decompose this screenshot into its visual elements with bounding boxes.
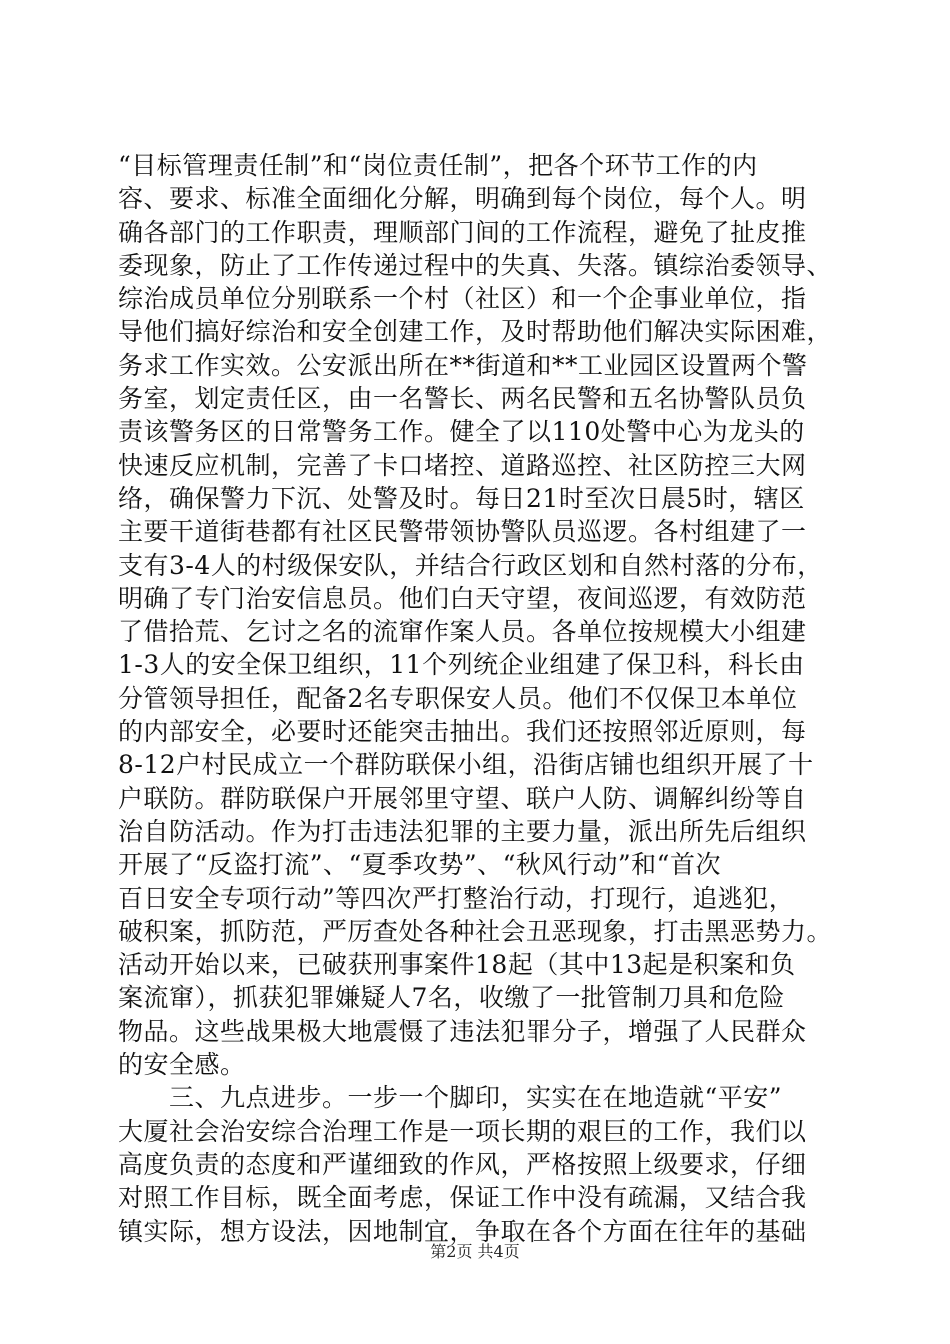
text-line: 责该警务区的日常警务工作。健全了以110处警中心为龙头的 xyxy=(118,417,805,447)
text-line: 户联防。群防联保户开展邻里守望、联户人防、调解纠纷等自 xyxy=(118,783,807,813)
text-line: 委现象，防止了工作传递过程中的失真、失落。镇综治委领导、 xyxy=(118,250,833,280)
text-line: 百日安全专项行动”等四次严打整治行动，打现行，追逃犯， xyxy=(118,883,795,913)
text-line: 镇实际，想方设法，因地制宜，争取在各个方面在往年的基础 xyxy=(118,1216,807,1246)
text-line: 治自防活动。作为打击违法犯罪的主要力量，派出所先后组织 xyxy=(118,816,807,846)
text-line: 8-12户村民成立一个群防联保小组，沿街店铺也组织开展了十 xyxy=(118,750,814,780)
text-line: 的内部安全，必要时还能突击抽出。我们还按照邻近原则，每 xyxy=(118,717,807,747)
text-line: 主要干道街巷都有社区民警带领协警队员巡逻。各村组建了一 xyxy=(118,517,807,547)
text-line: 大厦社会治安综合治理工作是一项长期的艰巨的工作，我们以 xyxy=(118,1116,807,1146)
page-footer: 第2页 共4页 xyxy=(430,1242,520,1261)
text-line: 破积案，抓防范，严厉查处各种社会丑恶现象，打击黑恶势力。 xyxy=(118,916,833,946)
text-line: 确各部门的工作职责，理顺部门间的工作流程，避免了扯皮推 xyxy=(118,217,807,247)
text-line: “目标管理责任制”和“岗位责任制”，把各个环节工作的内 xyxy=(118,151,758,180)
text-line: 开展了“反盗打流”、“夏季攻势”、“秋风行动”和“首次 xyxy=(118,850,721,880)
text-line: 活动开始以来，已破获刑事案件18起（其中13起是积案和负 xyxy=(118,950,796,980)
text-line: 络，确保警力下沉、处警及时。每日21时至次日晨5时，辖区 xyxy=(118,483,805,513)
body-text xyxy=(118,149,838,1248)
text-line: 分管领导担任，配备2名专职保安人员。他们不仅保卫本单位 xyxy=(118,683,798,713)
text-line: 的安全感。 xyxy=(118,1050,246,1080)
text-line: 物品。这些战果极大地震慑了违法犯罪分子，增强了人民群众 xyxy=(118,1016,807,1046)
text-line: 务室，划定责任区，由一名警长、两名民警和五名协警队员负 xyxy=(118,384,807,414)
text-line: 明确了专门治安信息员。他们白天守望，夜间巡逻，有效防范 xyxy=(118,583,807,613)
text-line: 高度负责的态度和严谨细致的作风，严格按照上级要求，仔细 xyxy=(118,1149,807,1179)
text-line: 快速反应机制，完善了卡口堵控、道路巡控、社区防控三大网 xyxy=(118,450,807,480)
text-line: 导他们搞好综治和安全创建工作，及时帮助他们解决实际困难， xyxy=(118,317,833,347)
text-line: 1-3人的安全保卫组织，11个列统企业组建了保卫科，科长由 xyxy=(118,650,805,680)
text-line: 对照工作目标，既全面考虑，保证工作中没有疏漏，又结合我 xyxy=(118,1183,807,1213)
text-line: 综治成员单位分别联系一个村（社区）和一个企事业单位，指 xyxy=(118,284,807,314)
text-line: 了借拾荒、乞讨之名的流窜作案人员。各单位按规模大小组建 xyxy=(118,617,807,647)
text-line: 三、九点进步。一步一个脚印，实实在在地造就“平安” xyxy=(118,1083,783,1113)
text-line: 支有3-4人的村级保安队，并结合行政区划和自然村落的分布， xyxy=(118,550,823,580)
text-line: 容、要求、标准全面细化分解，明确到每个岗位，每个人。明 xyxy=(118,184,807,214)
text-line: 案流窜），抓获犯罪嫌疑人7名，收缴了一批管制刀具和危险 xyxy=(118,983,785,1013)
text-line: 务求工作实效。公安派出所在**街道和**工业园区设置两个警 xyxy=(118,350,808,380)
